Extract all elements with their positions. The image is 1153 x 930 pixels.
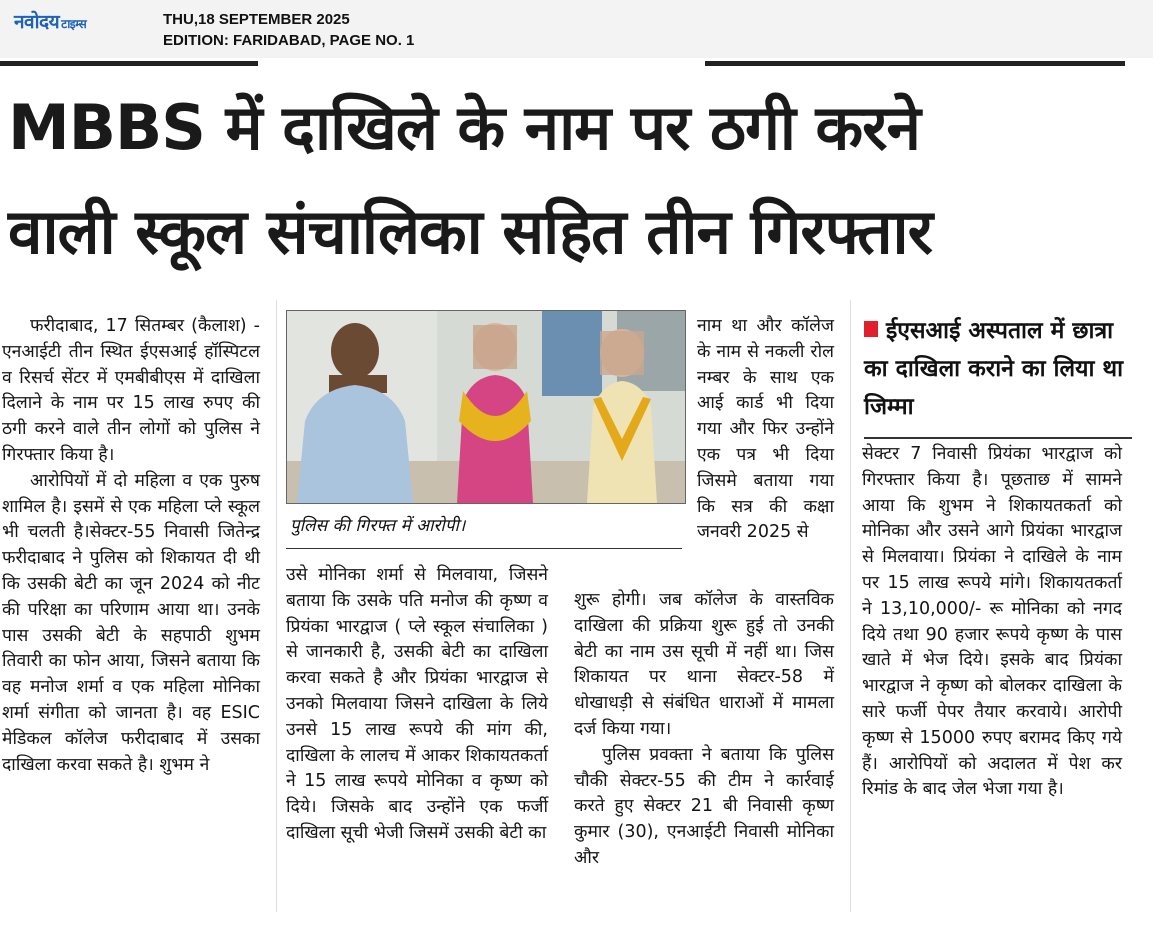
red-square-icon (864, 321, 878, 337)
article-column-1 (2, 314, 260, 778)
issue-date: THU,18 SEPTEMBER 2025 (163, 11, 350, 28)
column-divider (850, 300, 851, 912)
paragraph: पुलिस प्रवक्ता ने बताया कि पुलिस चौकी सेक्टर-55 की टीम ने कार्रवाई करते हुए सेक्टर 21 बी निवासी कृष्ण कुमार (30), एनआईटी निवासी मोनिका और (574, 744, 834, 868)
header-rule-right (705, 61, 1125, 66)
photo-caption: पुलिस की गिरफ्त में आरोपी। (290, 516, 466, 536)
article-column-3-top (697, 314, 834, 546)
paragraph: फरीदाबाद, 17 सितम्बर (कैलाश) - एनआईटी तीन स्थित ईएसआई हॉस्पिटल व रिसर्च सेंटर में एमबीबीएस में दाखिला दिलाने के नाम पर 15 लाख रुपए की ठगी करने वाले तीन लोगों को पुलिस ने गिरफ्तार किया है। (2, 316, 260, 465)
article-column-2 (286, 563, 548, 847)
masthead-bar (0, 0, 1153, 58)
paragraph: शुरू होगी। जब कॉलेज के वास्तविक दाखिला की प्रक्रिया शुरू हुई तो उनकी बेटी का नाम उस सूची में नहीं था। जिस शिकायत पर थाना सेक्टर-58 में धोखाधड़ी से संबंधित धाराओं में मामला दर्ज किया गया। (574, 590, 834, 739)
article-headline (8, 76, 1148, 284)
caption-rule (286, 548, 682, 549)
article-column-3 (574, 588, 834, 872)
sidebar-rule (864, 437, 1132, 439)
edition-info (163, 9, 414, 51)
paragraph: आरोपियों में दो महिला व एक पुरुष शामिल है। इसमें से एक महिला प्ले स्कूल भी चलती है।सेक्टर-55 निवासी जितेन्द्र फरीदाबाद ने पुलिस को शिकायत दी थी कि उसकी बेटी का जून 2024 को नीट की परिक्षा का परिणाम आया था। उनके पास उसकी बेटी के सहपाठी शुभम तिवारी का फोन आया, जिसने बताया कि वह मनोज शर्मा व एक महिला मोनिका शर्मा संगीता को जानता है। वह ESIC मेडिकल कॉलेज फरीदाबाद में उसका दाखिला करवा सकते है। शुभम ने (2, 470, 260, 775)
header-rule-left (0, 61, 258, 66)
headline-line-2: वाली स्कूल संचालिका सहित तीन गिरफ्तार (8, 195, 932, 268)
paragraph: सेक्टर 7 निवासी प्रियंका भारद्वाज को गिरफ्तार किया है। पूछताछ में सामने आया कि शुभम ने शिकायतकर्ता को मोनिका और उसने आगे प्रियंका भारद्वाज से मिलवाया। प्रियंका ने दाखिले के नाम पर 15 लाख रूपये मांगे। शिकायतकर्ता ने 13,10,000/- रू मोनिका को नगद दिये तथा 90 हजार रूपये कृष्ण के पास खाते में भेज दिये। इसके बाद प्रियंका भारद्वाज ने कृष्ण को बोलकर दाखिला के सारे फर्जी पेपर तैयार करवाये। आरोपी कृष्ण से 15000 रुपए बरामद किए गये हैं। आरोपियों को अदालत में पेश कर रिमांड के बाद जेल भेजा गया है। (862, 444, 1122, 800)
edition-page: EDITION: FARIDABAD, PAGE NO. 1 (163, 32, 415, 49)
sidebar-subheading (864, 312, 1139, 426)
sidebar-subheading-text: ईएसआई अस्पताल में छात्रा का दाखिला कराने का लिया था जिम्मा (864, 318, 1124, 420)
arrested-accused-photo (286, 310, 686, 504)
sidebar-column (862, 442, 1122, 803)
column-divider (276, 300, 277, 912)
photo-illustration (287, 311, 685, 503)
newspaper-logo (14, 8, 86, 34)
headline-line-1: MBBS में दाखिले के नाम पर ठगी करने (8, 91, 920, 164)
logo-subtext: टाइम्स (61, 17, 87, 31)
paragraph: उसे मोनिका शर्मा से मिलवाया, जिसने बताया कि उसके पति मनोज की कृष्ण व प्रियंका भारद्वाज ( प्ले स्कूल संचालिका ) से जानकारी है, उसकी बेटी का दाखिला करवा सकते है और प्रियंका भारद्वाज से उनको मिलवाया जिसने दाखिला के लिये उनसे 15 लाख रूपये की मांग की, दाखिला के लालच में आकर शिकायतकर्ता ने 15 लाख रूपये मोनिका व कृष्ण को दिये। जिसके बाद उन्होंने एक फर्जी दाखिला सूची भेजी जिसमें उसकी बेटी का (286, 565, 548, 843)
paragraph: नाम था और कॉलेज के नाम से नकली रोल नम्बर के साथ एक आई कार्ड भी दिया गया और फिर उन्होंने एक पत्र भी दिया जिसमे बताया गया कि सत्र की कक्षा जनवरी 2025 से (697, 316, 834, 543)
logo-text: नवोदय (14, 11, 60, 33)
